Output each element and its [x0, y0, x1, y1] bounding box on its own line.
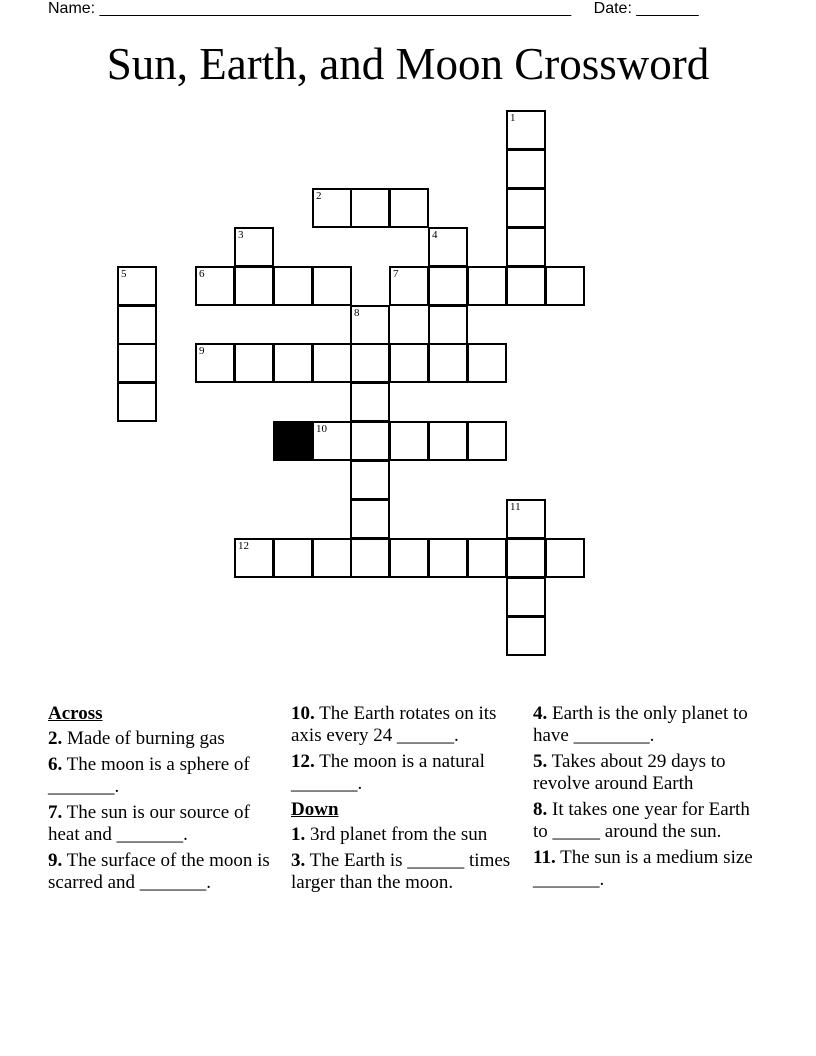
grid-cell[interactable]: [234, 266, 274, 306]
grid-cell[interactable]: [506, 577, 546, 617]
grid-cell[interactable]: [350, 305, 390, 345]
grid-cell[interactable]: [234, 538, 274, 578]
clue-number: 5: [121, 268, 127, 280]
grid-cell[interactable]: [312, 538, 352, 578]
grid-cell[interactable]: [350, 499, 390, 539]
clue-item: [48, 728, 280, 750]
grid-cell[interactable]: [195, 266, 235, 306]
grid-cell[interactable]: [117, 382, 157, 422]
clue-number-label: 6.: [48, 754, 63, 775]
black-cell: [273, 421, 313, 461]
clues-column-1: [48, 703, 280, 898]
clue-number-label: 2.: [48, 728, 63, 749]
grid-cell[interactable]: [506, 227, 546, 267]
clue-text: Earth is the only planet to have ________.: [533, 703, 748, 746]
grid-cell[interactable]: [350, 538, 390, 578]
clue-number: 7: [393, 268, 399, 280]
clue-text: The moon is a sphere of _______.: [48, 754, 250, 797]
grid-cell[interactable]: [273, 266, 313, 306]
clue-item: [533, 847, 765, 891]
clue-text: The Earth is ______ times larger than the moon.: [291, 850, 511, 893]
grid-cell[interactable]: [389, 266, 429, 306]
clue-number: 8: [354, 307, 360, 319]
grid-cell[interactable]: [545, 538, 585, 578]
grid-cell[interactable]: [350, 460, 390, 500]
grid-cell[interactable]: [467, 343, 507, 383]
clue-item: [48, 754, 280, 798]
grid-cell[interactable]: [350, 421, 390, 461]
clue-number: 4: [432, 229, 438, 241]
grid-cell[interactable]: [428, 227, 468, 267]
grid-cell[interactable]: [312, 421, 352, 461]
grid-cell[interactable]: [389, 421, 429, 461]
clue-number-label: 10.: [291, 703, 315, 724]
grid-cell[interactable]: [389, 538, 429, 578]
grid-cell[interactable]: [506, 149, 546, 189]
grid-cell[interactable]: [350, 343, 390, 383]
grid-cell[interactable]: [506, 266, 546, 306]
clue-number: 3: [238, 229, 244, 241]
grid-cell[interactable]: [273, 343, 313, 383]
clue-text: The Earth rotates on its axis every 24 ______.: [291, 703, 497, 746]
clue-item: [533, 799, 765, 843]
clues-column-3: [533, 703, 765, 895]
grid-cell[interactable]: [350, 382, 390, 422]
grid-cell[interactable]: [312, 266, 352, 306]
grid-cell[interactable]: [195, 343, 235, 383]
clue-number-label: 8.: [533, 799, 548, 820]
clue-number: 1: [510, 112, 516, 124]
clue-item: [291, 751, 523, 795]
grid-cell[interactable]: [506, 499, 546, 539]
date-field[interactable]: Date: _______: [593, 0, 699, 17]
grid-cell[interactable]: [234, 227, 274, 267]
clue-item: [291, 824, 523, 846]
clue-number: 12: [238, 540, 249, 552]
grid-cell[interactable]: [428, 421, 468, 461]
clue-item: [48, 802, 280, 846]
clue-text: The surface of the moon is scarred and _______.: [48, 850, 270, 893]
grid-cell[interactable]: [389, 343, 429, 383]
page-title: Sun, Earth, and Moon Crossword: [106, 39, 710, 89]
clue-number-label: 12.: [291, 751, 315, 772]
clue-item: [291, 703, 523, 747]
grid-cell[interactable]: [234, 343, 274, 383]
clue-number: 9: [199, 345, 205, 357]
clue-item: [48, 850, 280, 894]
clue-number: 11: [510, 501, 521, 513]
clue-number: 2: [316, 190, 322, 202]
grid-cell[interactable]: [467, 538, 507, 578]
grid-cell[interactable]: [545, 266, 585, 306]
clue-item: [291, 850, 523, 894]
grid-cell[interactable]: [428, 266, 468, 306]
clue-number: 6: [199, 268, 205, 280]
clue-item: [533, 751, 765, 795]
clue-item: [533, 703, 765, 747]
across-heading: Across: [48, 703, 103, 724]
clue-text: The sun is a medium size _______.: [533, 847, 753, 890]
clue-number-label: 5.: [533, 751, 548, 772]
clue-text: Made of burning gas: [67, 728, 225, 749]
grid-cell[interactable]: [428, 343, 468, 383]
clue-text: 3rd planet from the sun: [310, 824, 488, 845]
grid-cell[interactable]: [506, 110, 546, 150]
down-heading: Down: [291, 799, 339, 820]
clue-number-label: 4.: [533, 703, 548, 724]
clue-number-label: 9.: [48, 850, 63, 871]
grid-cell[interactable]: [389, 188, 429, 228]
grid-cell[interactable]: [467, 421, 507, 461]
grid-cell[interactable]: [506, 188, 546, 228]
grid-cell[interactable]: [428, 305, 468, 345]
clue-text: It takes one year for Earth to _____ around the sun.: [533, 799, 750, 842]
grid-cell[interactable]: [428, 538, 468, 578]
grid-cell[interactable]: [117, 343, 157, 383]
clue-text: Takes about 29 days to revolve around Earth: [533, 751, 726, 794]
grid-cell[interactable]: [312, 343, 352, 383]
grid-cell[interactable]: [273, 538, 313, 578]
clue-number-label: 1.: [291, 824, 306, 845]
grid-cell[interactable]: [350, 188, 390, 228]
grid-cell[interactable]: [312, 188, 352, 228]
grid-cell[interactable]: [117, 266, 157, 306]
clue-text: The sun is our source of heat and _______.: [48, 802, 250, 845]
clues-column-2: [291, 703, 523, 898]
clue-number-label: 3.: [291, 850, 306, 871]
clue-number: 10: [316, 423, 327, 435]
clue-number-label: 11.: [533, 847, 556, 868]
clue-text: The moon is a natural _______.: [291, 751, 485, 794]
grid-cell[interactable]: [117, 305, 157, 345]
name-field[interactable]: Name: _____________________________________________________: [48, 0, 572, 17]
grid-cell[interactable]: [506, 616, 546, 656]
grid-cell[interactable]: [467, 266, 507, 306]
grid-cell[interactable]: [506, 538, 546, 578]
clue-number-label: 7.: [48, 802, 63, 823]
